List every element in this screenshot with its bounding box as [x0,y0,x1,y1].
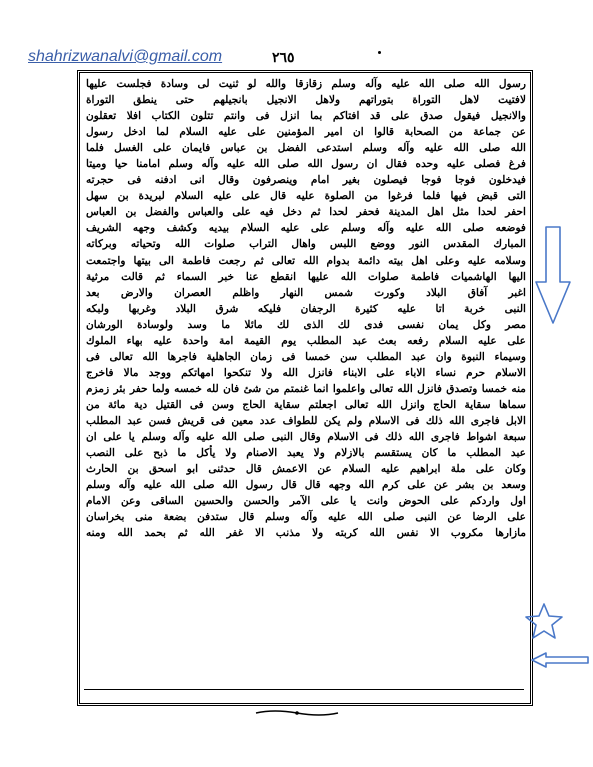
text-line: احفر لحدا مثل اهل المدينة فحفر لحدا ثم دخل فيه على والعباس والفضل بن العباس [86,206,526,219]
text-line: على عليه السلام رفعه بعث عبد المطلب يوم القيمة امة واحدة عليه بهاء الملوك [86,334,526,347]
top-dot [378,51,381,54]
left-arrow-icon [530,651,590,669]
text-line: التى قبض فيها فلما فرغوا من الصلوة عليه قال على عليه السلام لبريدة بن سهل [86,190,526,203]
text-line: مازارها مكروب الا نفس الله كربته ولا مذنب الا غفر الله ثم بحمد الله ومنه [86,527,526,540]
text-line: وسلامه عليه وعلى اهل بيته دائمة بدوام الله تعالى ثم رجعت فاطمة الى بيتها واجتمعت [86,254,526,267]
final-line-rule [84,689,524,690]
text-line: اول واردكم على الحوض وانت يا على الآمر والحسن والحسين الساقى وعن الامام [86,495,526,508]
text-line: وكان على ملة ابراهيم عليه السلام عن الاعمش قال حدثنى ابو اسحق بن الحارث [86,463,526,476]
text-line: والانجيل فيقول صدق على قد افتاكم بما انزل فى وانتم تتلون الكتاب افلا تعقلون [86,110,526,123]
text-line: مصر وكل يمان نفسى فدى لك الذى لك مائلا ما وسد ولوسادة الورشان [86,318,526,331]
text-line: فوضعه صلى الله عليه وآله وسلم على عليه السلام بيديه وكشف وجهه الشريف [86,222,526,235]
email-link[interactable]: shahrizwanalvi@gmail.com [28,48,223,65]
text-line: الاسلام حرم نساء الاباء على الابناء فانزل الله ولا تنكحوا امهاتكم ووجد مالا فاخرج [86,366,526,379]
text-line: وسعد بن بشر عن على كرم الله وجهه قال قال رسول الله صلى الله عليه وآله وسلم [86,479,526,492]
text-block [86,76,526,541]
text-line: الابل فاجرى الله ذلك فى الاسلام ولم يكن للطواف عدد معين فى قريش فسن عبد المطلب [86,414,526,427]
text-line: المبارك المقدس النور ووضع اللبس واهال التراب صلوات الله وتحياته وبركاته [86,238,526,251]
text-line: عبد المطلب ما كان يستقسم بالازلام ولا يعبد الاصنام ولا يأكل ما ذبح على النصب [86,447,526,460]
text-line: اغبر آفاق البلاد وكورت شمس النهار واظلم العصران والارض بعد [86,286,526,299]
text-line: لافتيت لاهل التوراة بتوراتهم ولاهل الانجيل بانجيلهم حتى ينطق التوراة [86,94,526,107]
text-line: سماها سقاية الحاج وانزل الله تعالى اجعلتم سقاية الحاج وسن فى القتيل دية مائة من [86,398,526,411]
down-arrow-icon [533,224,573,326]
page-number: ٢٦٥ [272,50,295,66]
text-line: وسيماء النبوة وان عبد المطلب سن خمسا فى زمان الجاهلية فاجرها الله تعالى فى [86,350,526,363]
text-line: سبعة اشواط فاجرى الله ذلك فى الاسلام وقال النبى صلى الله عليه وآله وسلم يا على ان [86,431,526,444]
text-line: عن جماعة من الصحابة قالوا ان امير المؤمنين على عليه السلام لما ادخل رسول [86,126,526,139]
text-line: النبى خربة اتا عليه كثيرة الرجفان فليكه شرق البلاد وغربها ولبكه [86,302,526,315]
text-line: فيدخلون فوجا فوجا فيصلون بغير امام وينصرفون وقال انى ادفنه فى حجرته [86,174,526,187]
text-line: رسول الله صلى الله عليه وآله وسلم زقازقا والله لو ثنيت لى وسادة فجلست عليها [86,78,526,90]
text-line: منه خمسا وتصدق فانزل الله تعالى واعلموا انما غنمتم من شئ فان لله خمسه ولما حفر بئر زمزم [86,382,526,395]
text-line: الله صلى الله عليه وآله وسلم استدعى الفضل بن عباس فايمان على الغسل فلما [86,142,526,155]
star-icon [524,602,564,640]
text-line: على الرضا عن النبى صلى الله عليه وآله وسلم قال ستدفن بضعة منى بخراسان [86,511,526,524]
text-line: اليها الهاشميات فاطمة صلوات الله عليها انقطع عنا خبر السماء ثم قالت مرثية [86,270,526,283]
text-line: فرغ فصلى عليه وحده فقال ان رسول الله صلى الله عليه وآله وسلم امامنا حيا وميتا [86,158,526,171]
bottom-ornament-icon [254,708,340,718]
